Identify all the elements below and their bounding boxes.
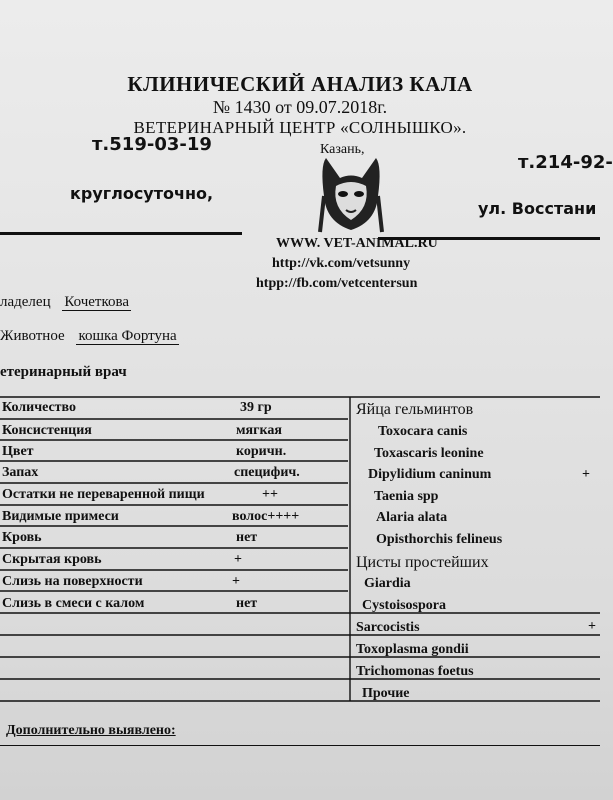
address-text: ул. Восстани [478, 199, 597, 218]
doctor-label: етеринарный врач [0, 364, 127, 380]
protozoa-item: Giardia [364, 576, 411, 591]
row-label-mixed-mucus: Слизь в смеси с калом [2, 596, 145, 611]
hours-text: круглосуточно, [70, 184, 214, 203]
protozoa-header: Цисты простейших [356, 554, 489, 571]
row-label-quantity: Количество [2, 400, 77, 415]
animal-row [0, 328, 179, 345]
analysis-number: № 1430 от 09.07.2018г. [212, 97, 388, 117]
row-value-mixed-mucus: нет [236, 596, 258, 611]
clinic-name: ВЕТЕРИНАРНЫЙ ЦЕНТР «СОЛНЫШКО». [133, 118, 467, 137]
owner-value: Кочеткова [64, 294, 130, 310]
row-value-visible-impurities: волос++++ [232, 509, 300, 524]
row-value-surface-mucus: + [232, 574, 240, 589]
protozoa-item: Прочие [362, 686, 410, 701]
row-value-blood: нет [236, 530, 258, 545]
animal-label: Животное [0, 328, 65, 344]
website-link[interactable]: WWW. VET-ANIMAL.RU [276, 236, 438, 251]
phone-left: т.519-03-19 [92, 134, 212, 155]
row-value-quantity: 39 гр [240, 400, 272, 415]
row-value-hidden-blood: + [234, 552, 242, 567]
helminth-mark: + [582, 467, 590, 482]
fb-link[interactable]: htpp://fb.com/vetcentersun [256, 276, 418, 291]
row-value-color: коричн. [236, 444, 287, 459]
additional-findings-label: Дополнительно выявлено: [6, 723, 176, 738]
owner-label: ладелец [0, 294, 51, 310]
helminths-header: Яйца гельминтов [356, 401, 474, 418]
helminth-item: Alaria alata [376, 510, 448, 525]
row-label-surface-mucus: Слизь на поверхности [2, 574, 143, 589]
row-value-undigested-food: ++ [262, 487, 278, 502]
helminth-item: Dipylidium caninum [368, 467, 492, 482]
helminth-item: Opisthorchis felineus [376, 532, 503, 547]
helminth-item: Toxocara canis [378, 424, 468, 439]
protozoa-item: Cystoisospora [362, 598, 447, 613]
protozoa-mark: + [588, 619, 596, 634]
header-divider-left [0, 232, 242, 235]
owner-row [0, 294, 131, 311]
row-label-undigested-food: Остатки не переваренной пищи [2, 487, 205, 502]
row-label-color: Цвет [2, 444, 34, 459]
phone-right: т.214-92- [518, 152, 613, 173]
row-label-visible-impurities: Видимые примеси [2, 509, 119, 524]
document-title: КЛИНИЧЕСКИЙ АНАЛИЗ КАЛА [127, 72, 473, 96]
animal-value: кошка Фортуна [78, 328, 177, 344]
protozoa-item: Sarcocistis [356, 620, 420, 635]
results-table-grid [0, 395, 600, 707]
row-label-blood: Кровь [2, 530, 42, 545]
cat-logo-icon [318, 156, 384, 232]
additional-findings-line [0, 745, 600, 746]
row-label-consistency: Консистенция [2, 423, 92, 438]
city: Казань, [320, 142, 365, 157]
row-label-smell: Запах [2, 465, 39, 480]
protozoa-item: Toxoplasma gondii [356, 642, 469, 657]
row-value-consistency: мягкая [236, 423, 282, 438]
helminth-item: Taenia spp [374, 489, 439, 504]
protozoa-item: Trichomonas foetus [356, 664, 474, 679]
helminth-item: Toxascaris leonine [374, 446, 484, 461]
row-label-hidden-blood: Скрытая кровь [2, 552, 102, 567]
vk-link[interactable]: http://vk.com/vetsunny [272, 256, 411, 271]
row-value-smell: специфич. [234, 465, 300, 480]
